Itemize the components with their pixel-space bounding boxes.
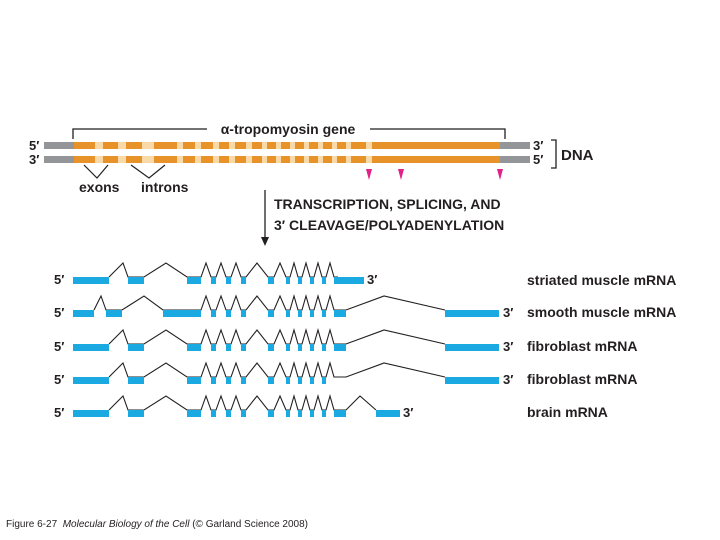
figure-caption	[6, 519, 308, 530]
dna-label: DNA	[561, 147, 594, 164]
process-arrow	[261, 190, 269, 246]
dna-bracket	[551, 140, 556, 168]
caption-credit: (© Garland Science 2008)	[192, 519, 308, 530]
polyadenylation-site-markers	[366, 169, 503, 180]
caption-figure-number: Figure 6-27	[6, 519, 58, 530]
process-label-line1: TRANSCRIPTION, SPLICING, AND	[274, 196, 501, 212]
mrna-row-fibroblast-1	[54, 330, 637, 354]
mrna-3prime: 3′	[403, 405, 414, 420]
mrna-3prime: 3′	[503, 305, 514, 320]
mrna-row-brain	[54, 396, 608, 420]
mrna-row-striated-muscle	[54, 263, 676, 288]
mrna-label: brain mRNA	[527, 404, 608, 420]
dna-bottom-3prime: 3′	[29, 152, 40, 167]
mrna-5prime: 5′	[54, 372, 65, 387]
mrna-label: fibroblast mRNA	[527, 371, 638, 387]
exon-intron-pointers	[84, 165, 165, 178]
mrna-3prime: 3′	[367, 272, 378, 287]
mrna-3prime: 3′	[503, 339, 514, 354]
caption-book-title: Molecular Biology of the Cell	[62, 519, 190, 530]
exons-label: exons	[79, 179, 120, 195]
mrna-3prime: 3′	[503, 372, 514, 387]
dna-bottom-5prime: 5′	[533, 152, 544, 167]
mrna-row-smooth-muscle	[54, 296, 676, 320]
process-label-line2: 3′ CLEAVAGE/POLYADENYLATION	[274, 217, 505, 233]
mrna-5prime: 5′	[54, 305, 65, 320]
mrna-5prime: 5′	[54, 405, 65, 420]
gene-label: α-tropomyosin gene	[220, 121, 356, 137]
mrna-label: striated muscle mRNA	[527, 272, 677, 288]
introns-label: introns	[141, 179, 189, 195]
mrna-row-fibroblast-2	[54, 363, 637, 387]
mrna-5prime: 5′	[54, 272, 65, 287]
mrna-label: fibroblast mRNA	[527, 338, 638, 354]
dna-double-strand	[44, 142, 530, 163]
dna-top-3prime: 3′	[533, 138, 544, 153]
dna-top-5prime: 5′	[29, 138, 40, 153]
mrna-5prime: 5′	[54, 339, 65, 354]
mrna-label: smooth muscle mRNA	[527, 304, 677, 320]
